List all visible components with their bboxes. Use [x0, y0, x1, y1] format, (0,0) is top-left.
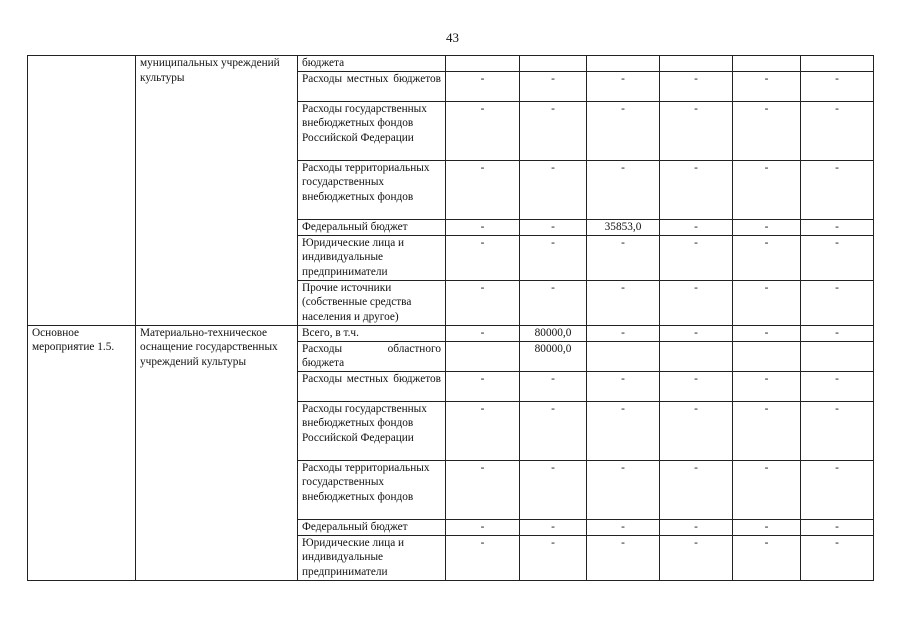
value-cell: - — [660, 401, 733, 460]
value-cell: - — [660, 325, 733, 341]
page-number: 43 — [446, 30, 459, 45]
value-cell: - — [446, 519, 520, 535]
value-cell: - — [733, 401, 801, 460]
value-cell: - — [446, 401, 520, 460]
value-cell: - — [446, 101, 520, 160]
activity-status-cell: Основное мероприятие 1.5. — [28, 325, 136, 580]
value-cell: - — [520, 71, 587, 101]
value-cell: - — [520, 280, 587, 325]
value-cell: - — [520, 219, 587, 235]
value-cell: - — [520, 235, 587, 280]
value-cell: - — [733, 235, 801, 280]
value-cell: - — [587, 460, 660, 519]
value-cell: - — [660, 371, 733, 401]
value-cell: - — [587, 235, 660, 280]
value-cell: - — [801, 235, 874, 280]
funding-source: бюджета — [298, 56, 446, 72]
value-cell: - — [733, 325, 801, 341]
value-cell: - — [446, 235, 520, 280]
value-cell: - — [801, 160, 874, 219]
value-cell: - — [660, 535, 733, 580]
value-cell: - — [520, 401, 587, 460]
value-cell: - — [446, 160, 520, 219]
value-cell: - — [587, 371, 660, 401]
value-cell: - — [733, 101, 801, 160]
funding-source: Федеральный бюджет — [298, 519, 446, 535]
funding-source: Всего, в т.ч. — [298, 325, 446, 341]
value-cell: - — [660, 160, 733, 219]
funding-source: Юридические лица и индивидуальные предприниматели — [298, 235, 446, 280]
budget-table — [27, 55, 874, 581]
table-row — [28, 56, 874, 72]
value-cell: - — [660, 235, 733, 280]
funding-source: Федеральный бюджет — [298, 219, 446, 235]
value-cell: - — [801, 401, 874, 460]
funding-source: Расходы областного бюджета — [298, 341, 446, 371]
value-cell: - — [801, 101, 874, 160]
funding-source: Юридические лица и индивидуальные предприниматели — [298, 535, 446, 580]
value-cell: - — [587, 535, 660, 580]
value-cell: - — [446, 460, 520, 519]
value-cell: - — [446, 71, 520, 101]
value-cell: - — [446, 280, 520, 325]
funding-source: Расходы территориальных государственных внебюджетных фондов — [298, 460, 446, 519]
value-cell: - — [733, 71, 801, 101]
value-cell — [587, 341, 660, 371]
value-cell: - — [446, 371, 520, 401]
value-cell: - — [587, 160, 660, 219]
value-cell: - — [660, 519, 733, 535]
value-cell: - — [587, 325, 660, 341]
value-cell: - — [733, 519, 801, 535]
value-cell: - — [801, 460, 874, 519]
value-cell: 35853,0 — [587, 219, 660, 235]
value-cell: - — [801, 519, 874, 535]
value-cell: 80000,0 — [520, 325, 587, 341]
value-cell: - — [660, 280, 733, 325]
funding-source: Прочие источники (собственные средства населения и другое) — [298, 280, 446, 325]
value-cell: - — [801, 535, 874, 580]
value-cell: - — [520, 101, 587, 160]
value-cell: - — [801, 219, 874, 235]
value-cell: - — [733, 280, 801, 325]
value-cell — [801, 56, 874, 72]
value-cell: - — [520, 519, 587, 535]
value-cell: - — [520, 160, 587, 219]
value-cell: - — [660, 219, 733, 235]
value-cell: - — [446, 325, 520, 341]
table-row — [28, 325, 874, 341]
value-cell: - — [446, 535, 520, 580]
value-cell: - — [587, 101, 660, 160]
value-cell — [446, 341, 520, 371]
value-cell: - — [801, 71, 874, 101]
value-cell: - — [660, 460, 733, 519]
value-cell: - — [801, 371, 874, 401]
value-cell: 80000,0 — [520, 341, 587, 371]
value-cell: - — [733, 535, 801, 580]
value-cell — [733, 56, 801, 72]
value-cell — [587, 56, 660, 72]
value-cell: - — [733, 219, 801, 235]
value-cell — [660, 341, 733, 371]
activity-name-cell: Материально-техническое оснащение государственных учреждений культуры — [136, 325, 298, 580]
funding-source: Расходы государственных внебюджетных фондов Российской Федерации — [298, 101, 446, 160]
value-cell: - — [520, 371, 587, 401]
funding-source: Расходы местных бюджетов — [298, 71, 446, 101]
value-cell — [733, 341, 801, 371]
value-cell: - — [660, 71, 733, 101]
value-cell: - — [587, 71, 660, 101]
activity-name-cell: муниципальных учреждений культуры — [136, 56, 298, 326]
value-cell: - — [587, 519, 660, 535]
value-cell — [801, 341, 874, 371]
value-cell: - — [660, 101, 733, 160]
value-cell: - — [801, 280, 874, 325]
value-cell: - — [733, 160, 801, 219]
funding-source: Расходы государственных внебюджетных фондов Российской Федерации — [298, 401, 446, 460]
value-cell — [660, 56, 733, 72]
value-cell: - — [520, 460, 587, 519]
value-cell: - — [446, 219, 520, 235]
value-cell: - — [801, 325, 874, 341]
value-cell — [520, 56, 587, 72]
value-cell — [446, 56, 520, 72]
activity-status-cell — [28, 56, 136, 326]
value-cell: - — [587, 280, 660, 325]
value-cell: - — [520, 535, 587, 580]
value-cell: - — [733, 460, 801, 519]
value-cell: - — [733, 371, 801, 401]
funding-source: Расходы территориальных государственных внебюджетных фондов — [298, 160, 446, 219]
funding-source: Расходы местных бюджетов — [298, 371, 446, 401]
value-cell: - — [587, 401, 660, 460]
